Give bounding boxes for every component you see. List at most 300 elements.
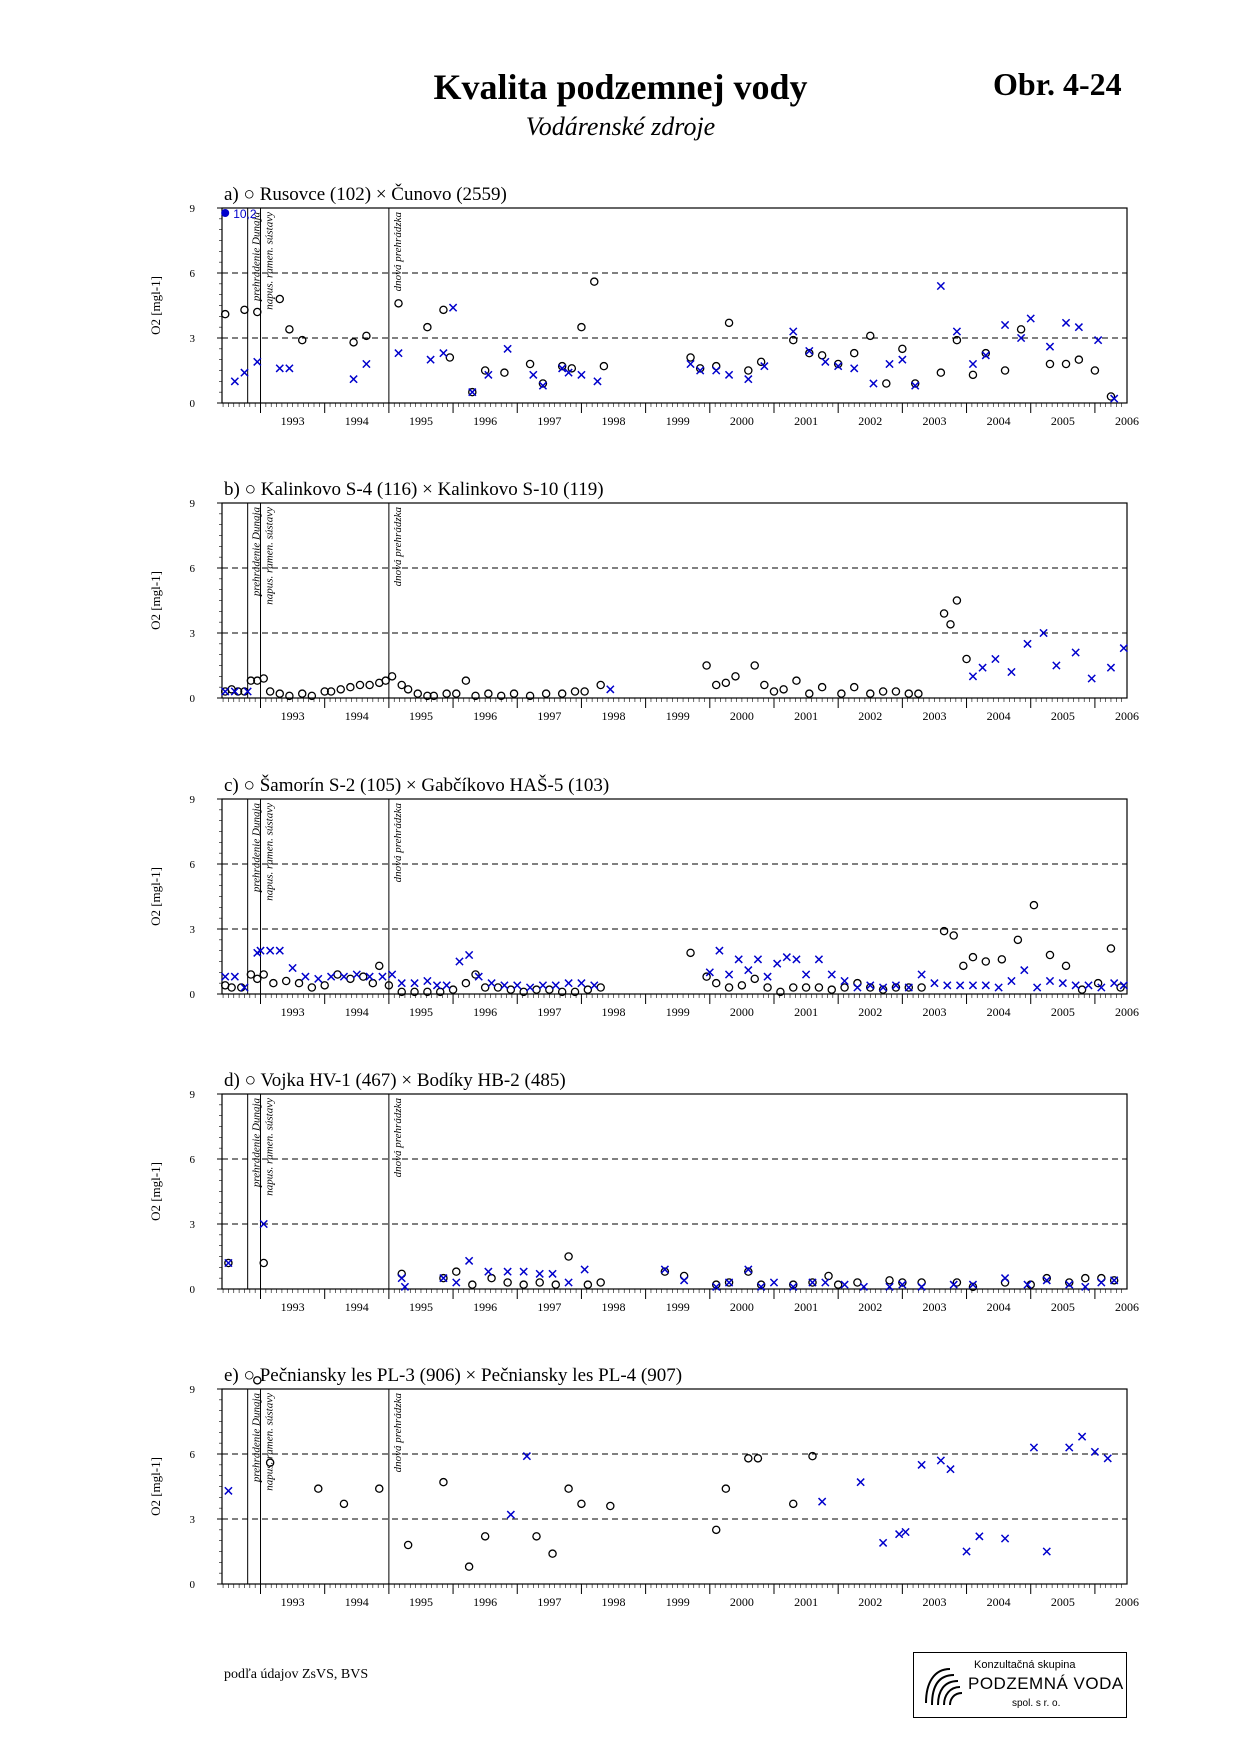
data-point-x xyxy=(514,982,521,989)
event-label: dnová prehrádzka xyxy=(391,803,404,883)
y-tick-label: 6 xyxy=(189,268,195,280)
data-point-circle xyxy=(552,1281,559,1288)
data-point-circle xyxy=(382,677,389,684)
data-point-circle xyxy=(453,1268,460,1275)
data-point-circle xyxy=(469,1281,476,1288)
plot-frame xyxy=(222,1389,1127,1584)
plot-frame xyxy=(222,503,1127,698)
data-point-x xyxy=(594,378,601,385)
data-point-circle xyxy=(819,684,826,691)
data-point-circle xyxy=(446,354,453,361)
y-tick-label: 3 xyxy=(189,924,195,936)
event-label: napus. ramen. sústavy xyxy=(263,1098,276,1196)
x-year-label: 1997 xyxy=(537,1595,562,1609)
data-point-circle xyxy=(790,1500,797,1507)
x-year-label: 2006 xyxy=(1115,1005,1139,1019)
x-year-label: 2004 xyxy=(986,709,1011,723)
data-point-circle xyxy=(482,1533,489,1540)
data-point-circle xyxy=(254,308,261,315)
data-point-circle xyxy=(1075,356,1082,363)
data-point-x xyxy=(1066,1444,1073,1451)
data-point-x xyxy=(379,973,386,980)
data-point-x xyxy=(1085,982,1092,989)
figure-number: Obr. 4-24 xyxy=(993,66,1122,102)
data-point-x xyxy=(947,1466,954,1473)
data-point-x xyxy=(466,1257,473,1264)
data-point-circle xyxy=(828,986,835,993)
data-point-circle xyxy=(969,371,976,378)
data-point-x xyxy=(1059,980,1066,987)
x-year-label: 2005 xyxy=(1050,1595,1075,1609)
data-point-circle xyxy=(295,980,302,987)
data-point-circle xyxy=(222,311,229,318)
data-point-x xyxy=(1072,649,1079,656)
data-point-circle xyxy=(838,690,845,697)
y-axis-label: O2 [mgl-1] xyxy=(148,1162,163,1221)
data-point-x xyxy=(770,1279,777,1286)
data-point-circle xyxy=(597,984,604,991)
logo-top-text: Konzultačná skupina xyxy=(974,1659,1076,1671)
data-point-circle xyxy=(584,986,591,993)
x-year-label: 1995 xyxy=(408,1005,433,1019)
data-point-x xyxy=(1046,343,1053,350)
x-year-label: 1998 xyxy=(601,1595,626,1609)
data-point-circle xyxy=(780,686,787,693)
x-year-label: 1993 xyxy=(280,1300,305,1314)
data-point-circle xyxy=(485,690,492,697)
data-point-circle xyxy=(883,380,890,387)
data-point-circle xyxy=(867,332,874,339)
data-point-x xyxy=(886,360,893,367)
data-point-x xyxy=(963,1548,970,1555)
data-point-x xyxy=(222,973,229,980)
data-point-circle xyxy=(1107,945,1114,952)
data-point-circle xyxy=(276,690,283,697)
data-point-circle xyxy=(867,690,874,697)
event-label: napus. ramen. sústavy xyxy=(263,212,276,310)
chart-5 xyxy=(148,1365,1139,1609)
data-point-circle xyxy=(501,369,508,376)
data-point-circle xyxy=(600,363,607,370)
x-year-label: 2002 xyxy=(858,709,883,723)
x-year-label: 2003 xyxy=(922,1595,947,1609)
data-point-x xyxy=(902,1528,909,1535)
data-point-x xyxy=(276,947,283,954)
data-point-circle xyxy=(466,1563,473,1570)
x-year-label: 2000 xyxy=(729,1300,754,1314)
x-year-label: 2002 xyxy=(858,1595,883,1609)
x-year-label: 1995 xyxy=(408,414,433,428)
y-tick-label: 9 xyxy=(189,1384,195,1396)
data-point-x xyxy=(969,982,976,989)
y-tick-label: 3 xyxy=(189,1514,195,1526)
data-point-x xyxy=(350,376,357,383)
data-point-circle xyxy=(526,360,533,367)
data-point-x xyxy=(315,975,322,982)
x-year-label: 2002 xyxy=(858,1005,883,1019)
data-point-x xyxy=(1111,980,1118,987)
data-point-circle xyxy=(536,1279,543,1286)
logo-name-text: PODZEMNÁ VODA xyxy=(968,1674,1124,1693)
x-year-label: 2003 xyxy=(922,1300,947,1314)
data-point-x xyxy=(488,980,495,987)
data-source-note: podľa údajov ZsVS, BVS xyxy=(224,1667,369,1682)
data-point-x xyxy=(819,1498,826,1505)
data-point-x xyxy=(411,980,418,987)
data-point-x xyxy=(398,980,405,987)
data-point-x xyxy=(520,1268,527,1275)
x-year-label: 2006 xyxy=(1115,414,1139,428)
x-year-label: 2006 xyxy=(1115,709,1139,723)
data-point-circle xyxy=(260,971,267,978)
data-point-circle xyxy=(340,1500,347,1507)
data-point-circle xyxy=(713,681,720,688)
data-point-circle xyxy=(953,597,960,604)
data-point-circle xyxy=(960,962,967,969)
data-point-circle xyxy=(584,1281,591,1288)
data-point-x xyxy=(289,964,296,971)
data-point-x xyxy=(979,664,986,671)
y-tick-label: 6 xyxy=(189,1154,195,1166)
data-point-x xyxy=(1001,1275,1008,1282)
data-point-circle xyxy=(940,610,947,617)
data-point-circle xyxy=(793,677,800,684)
data-point-circle xyxy=(854,1279,861,1286)
data-point-circle xyxy=(559,690,566,697)
data-point-x xyxy=(286,365,293,372)
data-point-x xyxy=(681,1277,688,1284)
data-point-circle xyxy=(462,677,469,684)
event-label: prehradenie Dunaja xyxy=(250,803,263,893)
chart-title: d) ○ Vojka HV-1 (467) × Bodíky HB-2 (485) xyxy=(224,1070,566,1091)
y-tick-label: 0 xyxy=(189,398,195,410)
data-point-x xyxy=(578,371,585,378)
data-point-circle xyxy=(687,354,694,361)
data-point-circle xyxy=(405,1541,412,1548)
y-tick-label: 3 xyxy=(189,1219,195,1231)
data-point-circle xyxy=(543,690,550,697)
data-point-circle xyxy=(947,621,954,628)
data-point-x xyxy=(725,1279,732,1286)
data-point-circle xyxy=(899,345,906,352)
data-point-x xyxy=(549,1270,556,1277)
data-point-circle xyxy=(761,681,768,688)
data-point-x xyxy=(453,1279,460,1286)
data-point-circle xyxy=(758,358,765,365)
x-year-label: 2002 xyxy=(858,1300,883,1314)
data-point-circle xyxy=(918,984,925,991)
data-point-x xyxy=(764,973,771,980)
x-year-label: 2000 xyxy=(729,1005,754,1019)
data-point-x xyxy=(1107,664,1114,671)
x-year-label: 2006 xyxy=(1115,1595,1139,1609)
data-point-circle xyxy=(851,684,858,691)
data-point-x xyxy=(725,971,732,978)
data-point-x xyxy=(879,1539,886,1546)
data-point-circle xyxy=(969,954,976,961)
data-point-circle xyxy=(607,1502,614,1509)
chart-title: b) ○ Kalinkovo S-4 (116) × Kalinkovo S-10 (119) xyxy=(224,479,604,500)
x-year-label: 1999 xyxy=(665,414,690,428)
x-year-label: 2004 xyxy=(986,1300,1011,1314)
data-point-x xyxy=(276,365,283,372)
data-point-x xyxy=(828,971,835,978)
data-point-circle xyxy=(360,973,367,980)
data-point-x xyxy=(716,947,723,954)
data-point-circle xyxy=(892,688,899,695)
x-year-label: 2000 xyxy=(729,1595,754,1609)
y-tick-label: 3 xyxy=(189,628,195,640)
x-year-label: 2003 xyxy=(922,709,947,723)
data-point-x xyxy=(1078,1433,1085,1440)
data-point-x xyxy=(976,1533,983,1540)
data-point-x xyxy=(302,973,309,980)
data-point-circle xyxy=(1001,367,1008,374)
data-point-x xyxy=(725,371,732,378)
data-point-x xyxy=(328,973,335,980)
x-year-label: 1996 xyxy=(473,1005,498,1019)
data-point-x xyxy=(565,1279,572,1286)
data-point-x xyxy=(1095,337,1102,344)
data-point-circle xyxy=(950,932,957,939)
data-point-x xyxy=(793,956,800,963)
x-year-label: 2001 xyxy=(794,709,819,723)
data-point-x xyxy=(424,977,431,984)
data-point-circle xyxy=(398,681,405,688)
chart-3 xyxy=(148,774,1139,1019)
x-year-label: 2001 xyxy=(794,414,819,428)
data-point-circle xyxy=(482,984,489,991)
data-point-circle xyxy=(356,681,363,688)
data-point-x xyxy=(851,365,858,372)
data-point-circle xyxy=(751,662,758,669)
data-point-circle xyxy=(703,973,710,980)
data-point-circle xyxy=(713,1526,720,1533)
offscale-marker xyxy=(221,209,229,217)
data-point-x xyxy=(1008,668,1015,675)
data-point-circle xyxy=(254,975,261,982)
data-point-x xyxy=(774,960,781,967)
data-point-x xyxy=(504,345,511,352)
data-point-circle xyxy=(745,367,752,374)
data-point-x xyxy=(1034,984,1041,991)
data-point-circle xyxy=(1030,902,1037,909)
data-point-x xyxy=(1075,324,1082,331)
y-tick-label: 0 xyxy=(189,1579,195,1591)
data-point-circle xyxy=(1078,986,1085,993)
x-year-label: 1999 xyxy=(665,709,690,723)
x-year-label: 2001 xyxy=(794,1595,819,1609)
data-point-circle xyxy=(722,679,729,686)
data-point-circle xyxy=(963,655,970,662)
data-point-x xyxy=(995,984,1002,991)
y-tick-label: 9 xyxy=(189,498,195,510)
data-point-x xyxy=(969,673,976,680)
data-point-circle xyxy=(597,1279,604,1286)
data-point-circle xyxy=(546,986,553,993)
data-point-circle xyxy=(835,1281,842,1288)
data-point-circle xyxy=(453,690,460,697)
page-title: Kvalita podzemnej vody xyxy=(433,67,808,107)
data-point-x xyxy=(536,1270,543,1277)
data-point-x xyxy=(735,956,742,963)
data-point-circle xyxy=(283,977,290,984)
data-point-x xyxy=(854,984,861,991)
data-point-x xyxy=(501,982,508,989)
data-point-circle xyxy=(722,1485,729,1492)
event-label: prehradenie Dunaja xyxy=(250,1393,263,1483)
data-point-circle xyxy=(568,365,575,372)
chart-title: a) ○ Rusovce (102) × Čunovo (2559) xyxy=(224,184,507,205)
data-point-circle xyxy=(713,980,720,987)
chart-title: e) ○ Pečniansky les PL-3 (906) × Pečniansky les PL-4 (907) xyxy=(224,1365,683,1386)
data-point-circle xyxy=(841,984,848,991)
x-year-label: 1998 xyxy=(601,414,626,428)
data-point-x xyxy=(870,380,877,387)
data-point-circle xyxy=(806,690,813,697)
x-year-label: 2004 xyxy=(986,414,1011,428)
data-point-circle xyxy=(1062,962,1069,969)
x-year-label: 1994 xyxy=(344,1595,369,1609)
data-point-circle xyxy=(247,971,254,978)
x-year-label: 1997 xyxy=(537,709,562,723)
x-year-label: 1998 xyxy=(601,1300,626,1314)
data-point-circle xyxy=(915,690,922,697)
chart-4 xyxy=(148,1070,1139,1314)
data-point-x xyxy=(440,350,447,357)
data-point-x xyxy=(896,1531,903,1538)
data-point-x xyxy=(456,958,463,965)
data-point-circle xyxy=(337,686,344,693)
x-year-label: 1998 xyxy=(601,1005,626,1019)
data-point-x xyxy=(449,304,456,311)
data-point-x xyxy=(440,1275,447,1282)
data-point-circle xyxy=(482,367,489,374)
event-label: dnová prehrádzka xyxy=(391,1393,404,1473)
data-point-x xyxy=(526,984,533,991)
chart-1 xyxy=(148,183,1139,428)
x-year-label: 1993 xyxy=(280,1595,305,1609)
x-year-label: 1994 xyxy=(344,709,369,723)
data-point-circle xyxy=(851,350,858,357)
chart-2 xyxy=(148,479,1139,723)
plot-frame xyxy=(222,1094,1127,1289)
data-point-circle xyxy=(443,690,450,697)
x-year-label: 2004 xyxy=(986,1005,1011,1019)
y-axis-label: O2 [mgl-1] xyxy=(148,1457,163,1516)
x-year-label: 1993 xyxy=(280,1005,305,1019)
data-point-x xyxy=(802,971,809,978)
event-label: prehradenie Dunaja xyxy=(250,212,263,302)
data-point-x xyxy=(905,984,912,991)
data-point-circle xyxy=(440,306,447,313)
data-point-circle xyxy=(1062,360,1069,367)
data-point-circle xyxy=(790,984,797,991)
x-year-label: 1994 xyxy=(344,1300,369,1314)
y-tick-label: 9 xyxy=(189,203,195,215)
data-point-circle xyxy=(725,984,732,991)
data-point-x xyxy=(565,980,572,987)
data-point-circle xyxy=(494,984,501,991)
data-point-x xyxy=(1120,645,1127,652)
x-year-label: 1996 xyxy=(473,709,498,723)
data-point-circle xyxy=(879,688,886,695)
x-year-label: 1995 xyxy=(408,1300,433,1314)
data-point-x xyxy=(1008,977,1015,984)
data-point-circle xyxy=(241,306,248,313)
data-point-x xyxy=(713,367,720,374)
data-point-x xyxy=(1046,977,1053,984)
data-point-x xyxy=(254,358,261,365)
data-point-circle xyxy=(687,949,694,956)
x-year-label: 1995 xyxy=(408,1595,433,1609)
y-tick-label: 9 xyxy=(189,1089,195,1101)
data-point-circle xyxy=(462,980,469,987)
data-point-x xyxy=(1053,662,1060,669)
data-point-x xyxy=(1001,1535,1008,1542)
data-point-x xyxy=(427,356,434,363)
data-point-circle xyxy=(578,1500,585,1507)
data-point-circle xyxy=(350,339,357,346)
data-point-circle xyxy=(1014,936,1021,943)
event-label: napus. ramen. sústavy xyxy=(263,803,276,901)
data-point-circle xyxy=(347,975,354,982)
data-point-x xyxy=(790,328,797,335)
data-point-circle xyxy=(738,982,745,989)
event-label: prehradenie Dunaja xyxy=(250,1098,263,1188)
data-point-x xyxy=(809,1279,816,1286)
x-year-label: 1998 xyxy=(601,709,626,723)
data-point-circle xyxy=(591,278,598,285)
data-point-circle xyxy=(565,1253,572,1260)
data-point-x xyxy=(607,686,614,693)
y-tick-label: 0 xyxy=(189,1284,195,1296)
x-year-label: 1996 xyxy=(473,1595,498,1609)
data-point-x xyxy=(225,1259,232,1266)
data-point-circle xyxy=(549,1550,556,1557)
event-label: napus. ramen. sústavy xyxy=(263,507,276,605)
data-point-x xyxy=(443,982,450,989)
x-year-label: 2000 xyxy=(729,709,754,723)
data-point-x xyxy=(241,369,248,376)
offscale-annotation: 10,2 xyxy=(233,207,257,221)
data-point-x xyxy=(857,1479,864,1486)
data-point-circle xyxy=(764,984,771,991)
data-point-circle xyxy=(533,1533,540,1540)
data-point-circle xyxy=(376,962,383,969)
data-point-circle xyxy=(267,688,274,695)
x-year-label: 2005 xyxy=(1050,709,1075,723)
data-point-circle xyxy=(1046,951,1053,958)
data-point-circle xyxy=(751,975,758,982)
data-point-x xyxy=(937,1457,944,1464)
x-year-label: 2002 xyxy=(858,414,883,428)
y-tick-label: 0 xyxy=(189,989,195,1001)
event-label: dnová prehrádzka xyxy=(391,1098,404,1178)
data-point-x xyxy=(815,956,822,963)
data-point-circle xyxy=(334,971,341,978)
data-point-x xyxy=(1088,675,1095,682)
data-point-x xyxy=(388,971,395,978)
data-point-circle xyxy=(937,369,944,376)
y-tick-label: 3 xyxy=(189,333,195,345)
data-point-x xyxy=(969,360,976,367)
data-point-x xyxy=(1021,967,1028,974)
data-point-circle xyxy=(533,986,540,993)
y-tick-label: 6 xyxy=(189,563,195,575)
data-point-x xyxy=(395,350,402,357)
data-point-circle xyxy=(565,1485,572,1492)
